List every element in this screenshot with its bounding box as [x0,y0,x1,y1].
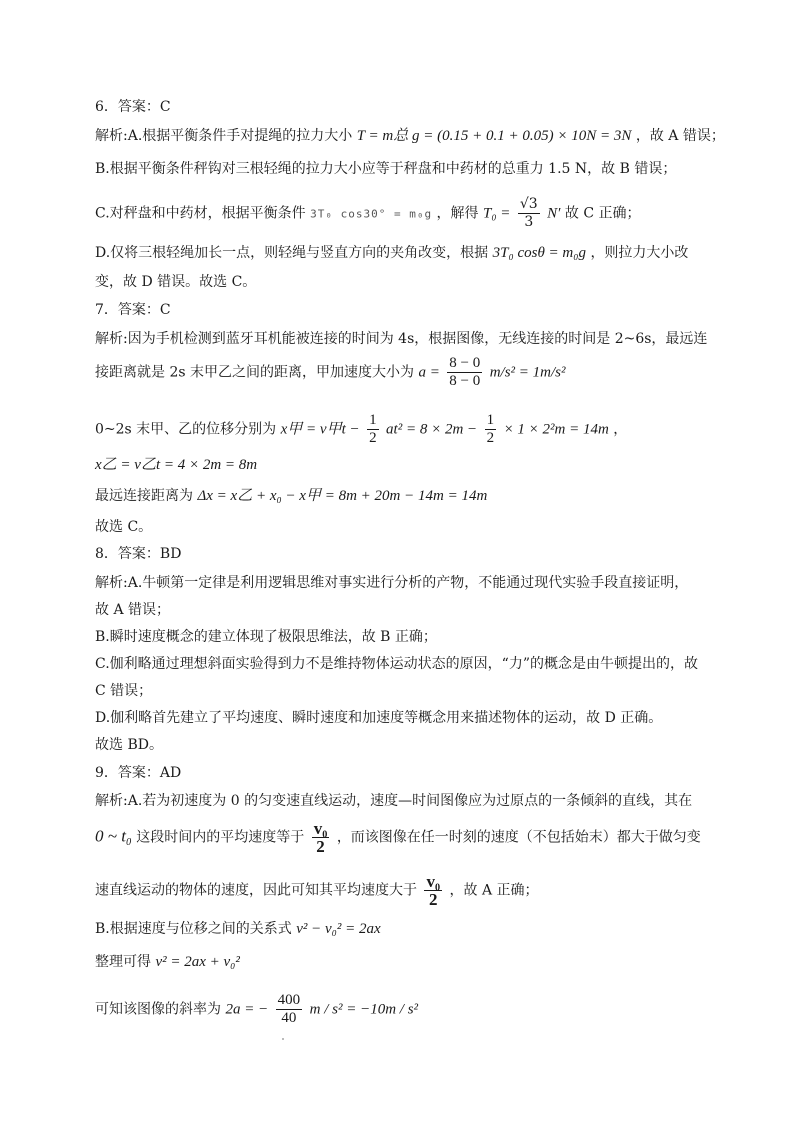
q9-answer: 9．答案：AD [95,765,182,781]
q7-line2: 接距离就是 2s 末甲乙之间的距离，甲加速度大小为 a = $\frac{8 - 0}{8 - 0}$ m/s² = 1m/s² [95,355,566,389]
q6-c-post: 故 C 正确； [564,205,641,222]
q8-line4: C.伽利略通过理想斜面实验得到力不是维持物体运动状态的原因，“力”的概念是由牛顿提出的，故 [95,656,698,672]
q6-answer: 6．答案：C [95,99,171,115]
q9-line4: B.根据速度与位移之间的关系式 v² − v₀² = 2ax [95,921,381,937]
q9-line5: 整理可得 v² = 2ax + v₀² [95,954,240,970]
q7-line1: 解析:因为手机检测到蓝牙耳机能被连接的时间为 4s，根据图像，无线连接的时间是 2~6s，最远连 [95,331,708,347]
q7-line6: 故选 C。 [95,519,153,535]
q8-line5: C 错误； [95,683,153,699]
q9-line6: 可知该图像的斜率为 2a = − $\frac{400}{40}$ m / s² = −10m / s² [95,992,419,1026]
q8-answer: 8．答案：BD [95,546,182,562]
q8-line1: 解析:A.牛顿第一定律是利用逻辑思维对事实进行分析的产物，不能通过现代实验手段直接证明， [95,575,689,591]
q7-line4: x乙 = v乙t = 4 × 2m = 8m [95,457,258,473]
q6-option-d-line2: 变，故 D 错误。故选 C。 [95,274,257,290]
q7-line5: 最远连接距离为 Δx = x乙 + x₀ − x甲 = 8m + 20m − 14m = 14m [95,488,488,504]
q6-c-unit: N′ [547,205,561,222]
q8-line3: B.瞬时速度概念的建立体现了极限思维法，故 B 正确； [95,629,437,645]
q7-accel-fraction: $\frac{8 - 0}{8 - 0}$ [449,355,481,389]
q6-c-fraction: $\frac{√3}{3}$ [519,196,538,230]
q6-a-formula: T = m总 g = (0.15 + 0.1 + 0.05) × 10N = 3N [356,128,632,144]
q8-line7: 故选 BD。 [95,737,163,753]
q9-line1: 解析:A.若为初速度为 0 的匀变速直线运动，速度—时间图像应为过原点的一条倾斜的直线，其在 [95,793,693,809]
q6-option-a [95,127,725,145]
q9-line2: 0 ~ t₀ 这段时间内的平均速度等于 $\frac{\text{v₀}}{2}$ ，而该图像在任一时刻的速度（不包括始末）都大于做匀变 [95,819,701,856]
q8-line2: 故 A 错误； [95,602,171,618]
q6-d-formula: 3T₀ cosθ = m₀g [492,245,586,261]
q6-option-d-line1: D.仅将三根轻绳加长一点，则轻绳与竖直方向的夹角改变，根据 3T₀ cosθ = m₀g ，则拉力大小改 [95,245,689,261]
q9-slope-fraction: $\frac{400}{40}$ [277,992,301,1026]
q6-a-text: 解析:A.根据平衡条件手对提绳的拉力大小 [95,128,353,144]
q6-option-b: B.根据平衡条件秤钩对三根轻绳的拉力大小应等于秤盘和中药材的总重力 1.5 N，故 B 错误； [95,161,677,177]
q7-line3: 0~2s 末甲、乙的位移分别为 x甲 = v甲t − $\frac{1}{2}$ at² = 8 × 2m − $\frac{1}{2}$ × 1 × 2²m = 14m ， [95,412,628,446]
q8-line6: D.伽利略首先建立了平均速度、瞬时速度和加速度等概念用来描述物体的运动，故 D 正确。 [95,710,663,726]
q6-option-c [95,196,641,231]
q9-line3: 速直线运动的物体的速度，因此可知其平均速度大于 $\frac{\text{v₀}}{2}$ ，故 A 正确； [95,872,539,909]
q7-answer: 7．答案：C [95,302,171,318]
q6-c-blurred-formula: 3T₀ cos30° = m₀g [310,207,433,221]
q6-c-mid: ，解得 [436,205,479,222]
q6-a-post: ，故 A 错误； [635,128,725,144]
scan-speck [282,1038,284,1040]
q9-v0-half: $\frac{\text{v₀}}{2}$ [313,819,328,856]
q6-c-t0: T₀ = [483,205,511,222]
q6-c-text: C.对秤盘和中药材，根据平衡条件 [95,205,306,222]
